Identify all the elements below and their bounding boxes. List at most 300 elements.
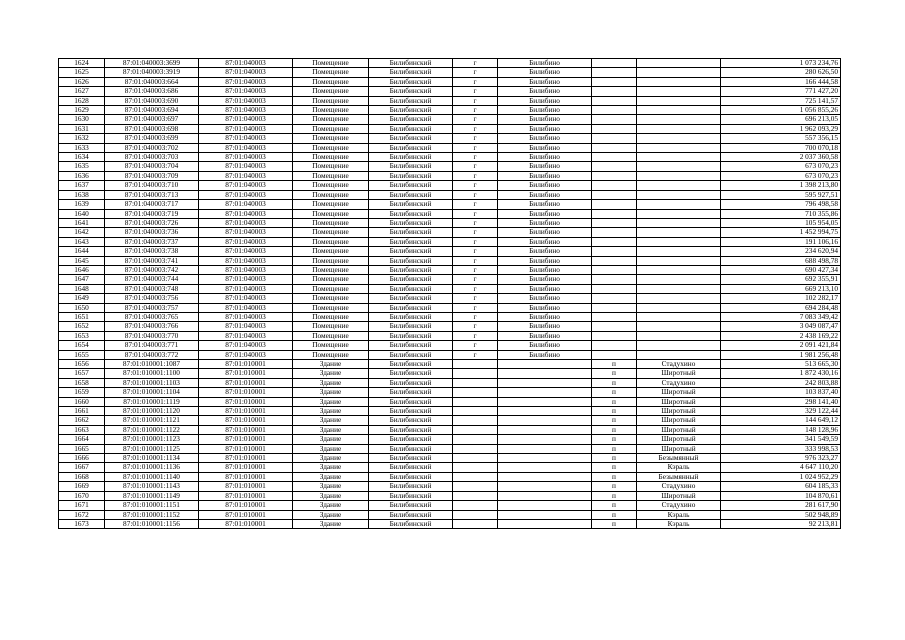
cadastral-quarter-cell: 87:01:040003 (199, 265, 293, 274)
settlement-type-city-cell: г (453, 312, 498, 321)
table-row (59, 416, 841, 425)
district-cell: Билибинский (369, 275, 453, 284)
city-name-cell: Билибино (498, 115, 592, 124)
object-type-cell: Здание (293, 416, 369, 425)
row-number-cell: 1647 (59, 275, 105, 284)
object-type-cell: Здание (293, 360, 369, 369)
row-number-cell: 1656 (59, 360, 105, 369)
table-row (59, 407, 841, 416)
row-number-cell: 1662 (59, 416, 105, 425)
cadastral-quarter-cell: 87:01:040003 (199, 209, 293, 218)
table-row (59, 519, 841, 528)
settlement-type-city-cell: г (453, 171, 498, 180)
district-cell: Билибинский (369, 360, 453, 369)
table-row (59, 247, 841, 256)
village-name-cell (637, 59, 721, 68)
cadastral-value-cell: 298 141,40 (721, 397, 841, 406)
row-number-cell: 1639 (59, 200, 105, 209)
district-cell: Билибинский (369, 472, 453, 481)
settlement-type-city-cell: г (453, 59, 498, 68)
object-type-cell: Здание (293, 463, 369, 472)
district-cell: Билибинский (369, 68, 453, 77)
settlement-type-city-cell: г (453, 350, 498, 359)
row-number-cell: 1646 (59, 265, 105, 274)
cadastral-number-cell: 87:01:010001:1134 (105, 454, 199, 463)
cadastral-quarter-cell: 87:01:010001 (199, 435, 293, 444)
settlement-type-city-cell: г (453, 134, 498, 143)
cadastral-number-cell: 87:01:040003:709 (105, 171, 199, 180)
village-name-cell (637, 341, 721, 350)
cadastral-number-cell: 87:01:010001:1125 (105, 444, 199, 453)
object-type-cell: Помещение (293, 153, 369, 162)
table-row (59, 331, 841, 340)
cadastral-value-cell: 796 498,58 (721, 200, 841, 209)
object-type-cell: Помещение (293, 303, 369, 312)
row-number-cell: 1652 (59, 322, 105, 331)
cadastral-quarter-cell: 87:01:010001 (199, 407, 293, 416)
table-row (59, 369, 841, 378)
row-number-cell: 1635 (59, 162, 105, 171)
city-name-cell: Билибино (498, 200, 592, 209)
settlement-type-village-cell: п (592, 444, 637, 453)
object-type-cell: Здание (293, 454, 369, 463)
row-number-cell: 1642 (59, 228, 105, 237)
district-cell: Билибинский (369, 519, 453, 528)
cadastral-quarter-cell: 87:01:010001 (199, 444, 293, 453)
district-cell: Билибинский (369, 247, 453, 256)
row-number-cell: 1658 (59, 378, 105, 387)
settlement-type-village-cell (592, 181, 637, 190)
village-name-cell (637, 237, 721, 246)
table-row (59, 162, 841, 171)
cadastral-value-cell: 148 128,96 (721, 425, 841, 434)
city-name-cell: Билибино (498, 124, 592, 133)
cadastral-value-cell: 669 213,10 (721, 284, 841, 293)
city-name-cell (498, 491, 592, 500)
table-row (59, 322, 841, 331)
cadastral-value-cell: 692 355,91 (721, 275, 841, 284)
cadastral-quarter-cell: 87:01:010001 (199, 388, 293, 397)
cadastral-value-cell: 333 998,53 (721, 444, 841, 453)
cadastral-value-cell: 690 427,34 (721, 265, 841, 274)
city-name-cell: Билибино (498, 96, 592, 105)
cadastral-number-cell: 87:01:010001:1123 (105, 435, 199, 444)
district-cell: Билибинский (369, 237, 453, 246)
table-row (59, 124, 841, 133)
cadastral-number-cell: 87:01:040003:704 (105, 162, 199, 171)
table-row (59, 190, 841, 199)
settlement-type-city-cell: г (453, 181, 498, 190)
village-name-cell (637, 256, 721, 265)
object-type-cell: Помещение (293, 312, 369, 321)
cadastral-quarter-cell: 87:01:040003 (199, 331, 293, 340)
settlement-type-village-cell (592, 331, 637, 340)
table-row (59, 454, 841, 463)
city-name-cell (498, 378, 592, 387)
city-name-cell: Билибино (498, 77, 592, 86)
row-number-cell: 1655 (59, 350, 105, 359)
settlement-type-village-cell: п (592, 482, 637, 491)
object-type-cell: Помещение (293, 284, 369, 293)
cadastral-number-cell: 87:01:010001:1087 (105, 360, 199, 369)
cadastral-number-cell: 87:01:040003:697 (105, 115, 199, 124)
object-type-cell: Помещение (293, 68, 369, 77)
cadastral-value-cell: 688 498,78 (721, 256, 841, 265)
cadastral-number-cell: 87:01:040003:736 (105, 228, 199, 237)
city-name-cell (498, 397, 592, 406)
cadastral-value-cell: 1 024 952,29 (721, 472, 841, 481)
cadastral-quarter-cell: 87:01:010001 (199, 482, 293, 491)
settlement-type-city-cell (453, 360, 498, 369)
settlement-type-city-cell: г (453, 190, 498, 199)
district-cell: Билибинский (369, 482, 453, 491)
row-number-cell: 1654 (59, 341, 105, 350)
cadastral-number-cell: 87:01:010001:1140 (105, 472, 199, 481)
district-cell: Билибинский (369, 501, 453, 510)
city-name-cell (498, 519, 592, 528)
cadastral-number-cell: 87:01:040003:756 (105, 294, 199, 303)
cadastral-value-cell: 2 438 169,22 (721, 331, 841, 340)
table-row (59, 397, 841, 406)
row-number-cell: 1671 (59, 501, 105, 510)
village-name-cell (637, 265, 721, 274)
cadastral-number-cell: 87:01:010001:1120 (105, 407, 199, 416)
cadastral-value-cell: 144 649,12 (721, 416, 841, 425)
cadastral-quarter-cell: 87:01:010001 (199, 472, 293, 481)
object-type-cell: Помещение (293, 265, 369, 274)
row-number-cell: 1644 (59, 247, 105, 256)
district-cell: Билибинский (369, 294, 453, 303)
settlement-type-village-cell: п (592, 435, 637, 444)
settlement-type-village-cell: п (592, 407, 637, 416)
cadastral-value-cell: 92 213,81 (721, 519, 841, 528)
object-type-cell: Помещение (293, 115, 369, 124)
cadastral-number-cell: 87:01:040003:771 (105, 341, 199, 350)
table-row (59, 87, 841, 96)
cadastral-value-cell: 696 213,05 (721, 115, 841, 124)
cadastral-value-cell: 502 948,89 (721, 510, 841, 519)
cadastral-quarter-cell: 87:01:040003 (199, 237, 293, 246)
city-name-cell: Билибино (498, 256, 592, 265)
object-type-cell: Здание (293, 482, 369, 491)
cadastral-value-cell: 341 549,59 (721, 435, 841, 444)
row-number-cell: 1636 (59, 171, 105, 180)
city-name-cell: Билибино (498, 312, 592, 321)
object-type-cell: Здание (293, 425, 369, 434)
row-number-cell: 1649 (59, 294, 105, 303)
cadastral-value-cell: 710 355,86 (721, 209, 841, 218)
settlement-type-city-cell: г (453, 143, 498, 152)
settlement-type-city-cell (453, 397, 498, 406)
cadastral-quarter-cell: 87:01:010001 (199, 501, 293, 510)
city-name-cell (498, 482, 592, 491)
city-name-cell (498, 416, 592, 425)
village-name-cell: Кэраль (637, 519, 721, 528)
settlement-type-village-cell (592, 77, 637, 86)
city-name-cell: Билибино (498, 143, 592, 152)
cadastral-quarter-cell: 87:01:010001 (199, 491, 293, 500)
table-row (59, 294, 841, 303)
cadastral-quarter-cell: 87:01:010001 (199, 378, 293, 387)
table-row (59, 350, 841, 359)
object-type-cell: Здание (293, 501, 369, 510)
district-cell: Билибинский (369, 256, 453, 265)
village-name-cell (637, 106, 721, 115)
cadastral-value-cell: 242 803,88 (721, 378, 841, 387)
cadastral-number-cell: 87:01:040003:3699 (105, 59, 199, 68)
district-cell: Билибинский (369, 425, 453, 434)
cadastral-quarter-cell: 87:01:040003 (199, 106, 293, 115)
settlement-type-city-cell: г (453, 284, 498, 293)
table-row (59, 209, 841, 218)
settlement-type-city-cell (453, 472, 498, 481)
object-type-cell: Здание (293, 388, 369, 397)
village-name-cell (637, 134, 721, 143)
object-type-cell: Здание (293, 378, 369, 387)
row-number-cell: 1628 (59, 96, 105, 105)
district-cell: Билибинский (369, 322, 453, 331)
row-number-cell: 1665 (59, 444, 105, 453)
city-name-cell (498, 425, 592, 434)
object-type-cell: Помещение (293, 134, 369, 143)
object-type-cell: Помещение (293, 124, 369, 133)
city-name-cell: Билибино (498, 68, 592, 77)
settlement-type-village-cell (592, 275, 637, 284)
table-body (59, 59, 841, 529)
table-row (59, 510, 841, 519)
city-name-cell: Билибино (498, 218, 592, 227)
district-cell: Билибинский (369, 162, 453, 171)
row-number-cell: 1666 (59, 454, 105, 463)
cadastral-value-cell: 234 620,94 (721, 247, 841, 256)
city-name-cell: Билибино (498, 228, 592, 237)
city-name-cell: Билибино (498, 284, 592, 293)
settlement-type-city-cell (453, 435, 498, 444)
row-number-cell: 1638 (59, 190, 105, 199)
cadastral-quarter-cell: 87:01:040003 (199, 87, 293, 96)
cadastral-value-cell: 166 444,58 (721, 77, 841, 86)
cadastral-value-cell: 673 070,23 (721, 162, 841, 171)
cadastral-value-cell: 1 872 430,16 (721, 369, 841, 378)
cadastral-value-cell: 1 962 093,29 (721, 124, 841, 133)
row-number-cell: 1673 (59, 519, 105, 528)
district-cell: Билибинский (369, 59, 453, 68)
city-name-cell: Билибино (498, 322, 592, 331)
row-number-cell: 1634 (59, 153, 105, 162)
village-name-cell: Стадухино (637, 378, 721, 387)
table-row (59, 360, 841, 369)
village-name-cell (637, 312, 721, 321)
district-cell: Билибинский (369, 510, 453, 519)
settlement-type-village-cell (592, 237, 637, 246)
settlement-type-city-cell: г (453, 200, 498, 209)
village-name-cell: Широтный (637, 388, 721, 397)
table-row (59, 96, 841, 105)
table-row (59, 228, 841, 237)
cadastral-value-cell: 4 647 110,20 (721, 463, 841, 472)
object-type-cell: Помещение (293, 228, 369, 237)
village-name-cell (637, 124, 721, 133)
settlement-type-city-cell (453, 454, 498, 463)
cadastral-value-table (58, 58, 841, 529)
row-number-cell: 1637 (59, 181, 105, 190)
settlement-type-city-cell: г (453, 106, 498, 115)
district-cell: Билибинский (369, 407, 453, 416)
cadastral-number-cell: 87:01:040003:699 (105, 134, 199, 143)
settlement-type-city-cell: г (453, 247, 498, 256)
cadastral-value-cell: 557 356,15 (721, 134, 841, 143)
table-row (59, 115, 841, 124)
city-name-cell: Билибино (498, 106, 592, 115)
settlement-type-city-cell (453, 425, 498, 434)
city-name-cell (498, 369, 592, 378)
table-row (59, 106, 841, 115)
village-name-cell (637, 77, 721, 86)
cadastral-value-cell: 105 954,05 (721, 218, 841, 227)
cadastral-quarter-cell: 87:01:040003 (199, 284, 293, 293)
village-name-cell: Широтный (637, 425, 721, 434)
cadastral-quarter-cell: 87:01:040003 (199, 200, 293, 209)
village-name-cell (637, 350, 721, 359)
district-cell: Билибинский (369, 134, 453, 143)
table-row (59, 378, 841, 387)
cadastral-number-cell: 87:01:010001:1104 (105, 388, 199, 397)
district-cell: Билибинский (369, 491, 453, 500)
table-row (59, 472, 841, 481)
settlement-type-village-cell: п (592, 501, 637, 510)
cadastral-quarter-cell: 87:01:010001 (199, 463, 293, 472)
row-number-cell: 1670 (59, 491, 105, 500)
city-name-cell: Билибино (498, 162, 592, 171)
settlement-type-village-cell (592, 312, 637, 321)
cadastral-number-cell: 87:01:040003:719 (105, 209, 199, 218)
district-cell: Билибинский (369, 312, 453, 321)
cadastral-number-cell: 87:01:010001:1143 (105, 482, 199, 491)
cadastral-quarter-cell: 87:01:010001 (199, 369, 293, 378)
object-type-cell: Здание (293, 369, 369, 378)
cadastral-value-cell: 104 870,61 (721, 491, 841, 500)
village-name-cell (637, 68, 721, 77)
settlement-type-city-cell: г (453, 87, 498, 96)
district-cell: Билибинский (369, 96, 453, 105)
row-number-cell: 1643 (59, 237, 105, 246)
settlement-type-village-cell (592, 228, 637, 237)
village-name-cell: Широтный (637, 397, 721, 406)
village-name-cell (637, 115, 721, 124)
cadastral-value-cell: 7 083 349,42 (721, 312, 841, 321)
settlement-type-village-cell (592, 153, 637, 162)
village-name-cell: Стадухино (637, 501, 721, 510)
village-name-cell: Широтный (637, 407, 721, 416)
row-number-cell: 1659 (59, 388, 105, 397)
settlement-type-city-cell (453, 444, 498, 453)
cadastral-value-cell: 976 323,27 (721, 454, 841, 463)
settlement-type-city-cell: г (453, 275, 498, 284)
settlement-type-city-cell (453, 463, 498, 472)
cadastral-number-cell: 87:01:040003:710 (105, 181, 199, 190)
cadastral-number-cell: 87:01:040003:742 (105, 265, 199, 274)
settlement-type-city-cell: г (453, 294, 498, 303)
settlement-type-village-cell (592, 209, 637, 218)
settlement-type-city-cell (453, 378, 498, 387)
settlement-type-city-cell: г (453, 115, 498, 124)
district-cell: Билибинский (369, 416, 453, 425)
row-number-cell: 1672 (59, 510, 105, 519)
object-type-cell: Помещение (293, 322, 369, 331)
settlement-type-city-cell: г (453, 96, 498, 105)
settlement-type-village-cell: п (592, 378, 637, 387)
cadastral-quarter-cell: 87:01:040003 (199, 190, 293, 199)
district-cell: Билибинский (369, 181, 453, 190)
table-row (59, 237, 841, 246)
settlement-type-village-cell (592, 134, 637, 143)
district-cell: Билибинский (369, 124, 453, 133)
settlement-type-city-cell: г (453, 341, 498, 350)
table-row (59, 425, 841, 434)
city-name-cell: Билибино (498, 181, 592, 190)
row-number-cell: 1669 (59, 482, 105, 491)
settlement-type-city-cell: г (453, 322, 498, 331)
city-name-cell: Билибино (498, 303, 592, 312)
village-name-cell (637, 87, 721, 96)
table-row (59, 463, 841, 472)
city-name-cell: Билибино (498, 247, 592, 256)
village-name-cell (637, 209, 721, 218)
settlement-type-city-cell: г (453, 218, 498, 227)
settlement-type-village-cell (592, 143, 637, 152)
cadastral-value-cell: 103 837,40 (721, 388, 841, 397)
settlement-type-city-cell (453, 388, 498, 397)
district-cell: Билибинский (369, 171, 453, 180)
city-name-cell (498, 463, 592, 472)
settlement-type-city-cell: г (453, 68, 498, 77)
city-name-cell: Билибино (498, 153, 592, 162)
cadastral-value-cell: 3 049 087,47 (721, 322, 841, 331)
cadastral-number-cell: 87:01:040003:748 (105, 284, 199, 293)
cadastral-quarter-cell: 87:01:040003 (199, 115, 293, 124)
district-cell: Билибинский (369, 284, 453, 293)
object-type-cell: Помещение (293, 350, 369, 359)
cadastral-number-cell: 87:01:040003:770 (105, 331, 199, 340)
settlement-type-city-cell: г (453, 256, 498, 265)
object-type-cell: Помещение (293, 143, 369, 152)
cadastral-value-cell: 725 141,57 (721, 96, 841, 105)
district-cell: Билибинский (369, 435, 453, 444)
cadastral-number-cell: 87:01:040003:694 (105, 106, 199, 115)
row-number-cell: 1624 (59, 59, 105, 68)
village-name-cell: Безымянный (637, 472, 721, 481)
object-type-cell: Помещение (293, 77, 369, 86)
cadastral-value-cell: 2 037 360,58 (721, 153, 841, 162)
settlement-type-city-cell: г (453, 124, 498, 133)
row-number-cell: 1633 (59, 143, 105, 152)
settlement-type-village-cell: п (592, 519, 637, 528)
settlement-type-city-cell: г (453, 228, 498, 237)
object-type-cell: Помещение (293, 237, 369, 246)
cadastral-quarter-cell: 87:01:040003 (199, 153, 293, 162)
cadastral-quarter-cell: 87:01:040003 (199, 247, 293, 256)
row-number-cell: 1663 (59, 425, 105, 434)
settlement-type-village-cell (592, 303, 637, 312)
settlement-type-village-cell (592, 87, 637, 96)
cadastral-quarter-cell: 87:01:040003 (199, 275, 293, 284)
row-number-cell: 1667 (59, 463, 105, 472)
object-type-cell: Помещение (293, 294, 369, 303)
cadastral-value-cell: 1 452 994,75 (721, 228, 841, 237)
village-name-cell: Широтный (637, 435, 721, 444)
table-row (59, 68, 841, 77)
row-number-cell: 1632 (59, 134, 105, 143)
